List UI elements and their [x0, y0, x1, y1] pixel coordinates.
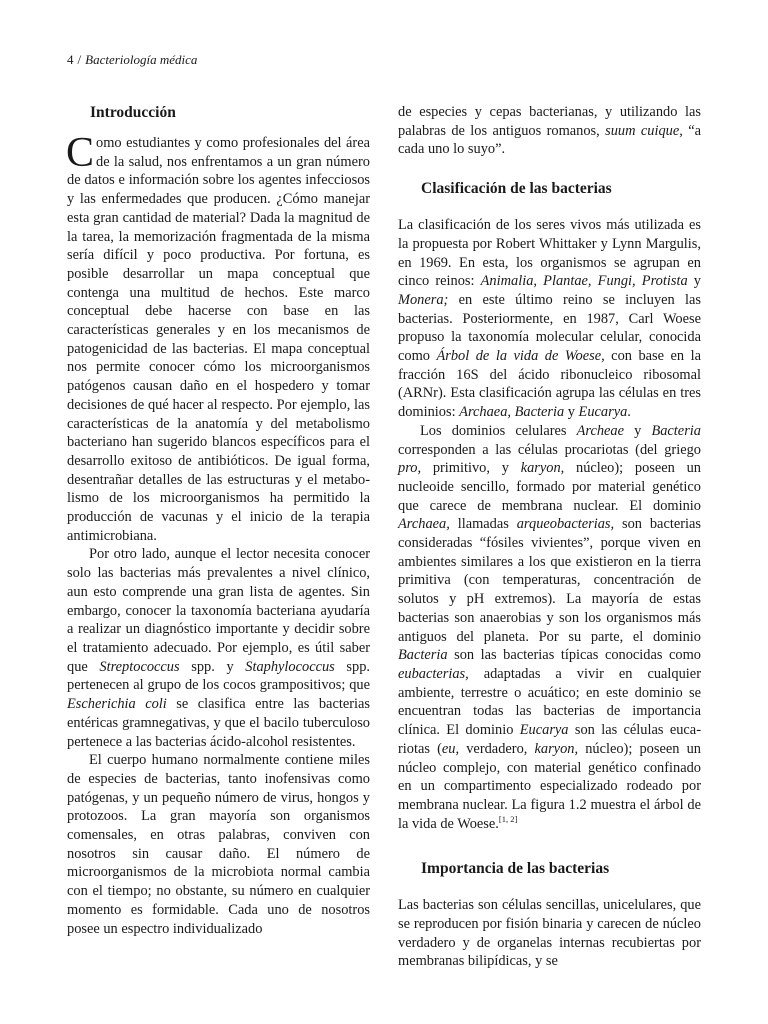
classification-paragraph-2: Los dominios celulares Archeae y Bacteria corresponden a las células procariotas (del griego pro, primitivo, y karyon, núcleo); poseen un nucleoide sencillo, formado por material genético que carece de membrana nuclear. El dominio Archaea, llamadas arqueobacterias, son bacterias consideradas “fósiles vivientes”, porque viven en ambientes similares a los que existieron en la tierra primitiva (con temperaturas, concentración de solutos y pH extremos). La mayoría de estas bacterias son anaerobias y son los organismos más antiguos del planeta. Por su parte, el dominio Bacteria son las bacterias típicas conocidas como eubacterias, adaptadas a vivir en cualquier ambiente, terrestre o acuático; en este dominio se encuentran todas las bacterias de importancia clínica. El dominio Eucarya son las células eucariotas (eu, verdadero, karyon, núcleo); poseen un núcleo complejo, con material genético confinado en un compartimento especializado rodeado por membrana nuclear. La figura 1.2 muestra el árbol de la vida de Woese.[1, 2]	[398, 422, 702, 832]
classification-paragraph-1: La clasificación de los seres vivos más utilizada es la propuesta por Robert Whittaker y Lynn Margulis, en 1969. En esta, los organismos se agrupan en cinco reinos: Animalia, Plantae, Fungi, Protista y Monera; en este último reino se incluyen las bacterias. Posteriormente, en 1987, Carl Woese propuso la taxonomía molecular celular, conocida como Árbol de la vida de Woese, con base en la fracción 16S del ácido ribonucleico ribosomal (ARNr). Esta clasificación agrupa las células en tres dominios: Archaea, Bacteria y Eucarya.	[398, 217, 701, 421]
left-column	[67, 0, 370, 938]
right-column	[398, 0, 701, 971]
intro-continuation: de especies y cepas bacterianas, y utilizando las palabras de los antiguos romanos, suum cuique, “a cada uno lo suyo”.	[398, 104, 701, 158]
importance-paragraph-1: Las bacterias son células sencillas, unicelulares, que se reproducen por fisión binaria y carecen de núcleo verdadero y de organelas internas recubiertas por membranas bilipídicas, y se	[398, 897, 701, 970]
book-title: Bacteriología médica	[85, 52, 198, 67]
importance-heading: Importancia de las bacterias	[421, 860, 610, 878]
intro-heading: Introducción	[90, 104, 176, 121]
page-number: 4	[67, 52, 74, 67]
intro-paragraph-2: Por otro lado, aunque el lector necesita conocer solo las bacterias más prevalentes a nivel clínico, aun esto comprende una gran lista de agentes. Sin embargo, conocer la taxonomía bacteriana ayudaría a realizar un diagnóstico importante y decidir sobre el tratamiento adecuado. Por ejemplo, es útil saber que Streptococcus spp. y Staphylococcus spp. pertenecen al grupo de los cocos grampositivos; que Escherichia coli se clasifica entre las bacterias entéricas gramnegativas, y que el bacilo tuberculoso pertenece a las bacterias ácido-alcohol resistentes.	[67, 546, 370, 750]
drop-cap: C	[66, 130, 95, 176]
citation: [1, 2]	[498, 813, 518, 824]
intro-paragraph-1: Como estudiantes y como profesionales del área de la salud, nos enfrentamos a un gran número de datos e información sobre los agentes infecciosos y las enfermedades que producen. ¿Cómo manejar esta gran cantidad de material? Dada la magnitud de la tarea, la memorización fragmentada de la misma sería difícil y poco productiva. Por fortuna, es posible desarrollar un mapa conceptual que contenga una multitud de hechos. Este marco conceptual debe hacerse con base en las características generales y en los mecanismos de patogenicidad de las bacterias. El mapa conceptual nos permite conocer cómo los microorganismos patógenos causan daño en el hospedero y tomar decisiones de qué hacer al respecto. Por ejemplo, las características de la anatomía y del metabolismo bacteriano han sugerido blancos específicos para el desarrollo exitoso de antibióticos. De igual forma, desentrañar detalles de las estructuras y el metabolismo de los microorganismos ha permitido la producción de vacunas y el inicio de la terapia antimicrobiana.	[66, 130, 370, 544]
classification-heading: Clasificación de las bacterias	[421, 180, 612, 198]
intro-paragraph-3: El cuerpo humano normalmente contiene miles de especies de bacterias, tanto inofensivas como patógenas, y un pequeño número de virus, hongos y protozoos. La gran mayoría son organismos comensales, en otras palabras, conviven con nosotros sin causar daño. El número de microorganismos de la microbiota normal cambia con el tiempo; no obstante, su número en cualquier momento es formidable. Cada uno de nosotros posee un espectro individualizado	[67, 752, 370, 937]
header-separator: /	[77, 52, 82, 67]
